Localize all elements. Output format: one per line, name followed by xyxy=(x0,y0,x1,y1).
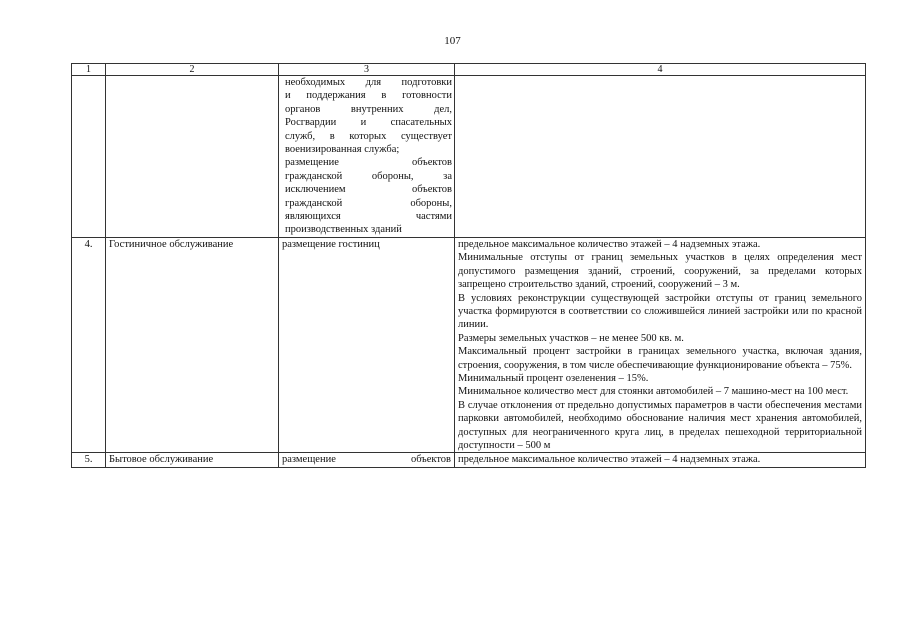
description-line xyxy=(285,156,452,169)
row-name: Бытовое обслуживание xyxy=(106,453,279,467)
description-word: существует xyxy=(400,130,452,142)
description-word: и xyxy=(285,90,291,102)
row-parameters xyxy=(455,237,866,453)
description-line xyxy=(285,170,452,183)
description-word: являющихся xyxy=(285,211,341,223)
description-line xyxy=(285,197,452,210)
parameter-paragraph: Минимальные отступы от границ земельных участков в целях определения мест допустимого размещения зданий, строений, сооружений, за пределами которых запрещено строительство зданий, строений, сооружений – 3 м. xyxy=(458,252,862,291)
row-name: Гостиничное обслуживание xyxy=(106,237,279,453)
parameter-paragraph: Максимальный процент застройки в границах земельного участка, включая здания, строения, сооружения, в том числе обеспечивающие функционирование объекта – 75%. xyxy=(458,346,862,371)
row-parameters xyxy=(455,453,866,467)
column-header-2: 2 xyxy=(106,64,279,76)
column-header-3: 3 xyxy=(279,64,455,76)
regulation-table xyxy=(71,63,866,468)
description-line: военизированная служба; xyxy=(285,144,400,156)
description-line xyxy=(285,116,452,129)
page-number: 107 xyxy=(444,35,461,47)
table-row xyxy=(72,237,866,453)
description-line xyxy=(285,210,452,223)
column-header-1: 1 xyxy=(72,64,106,76)
description-word: для xyxy=(365,77,382,88)
description-line: размещение объектов xyxy=(282,454,451,466)
description-word: дел, xyxy=(434,103,452,115)
description-line xyxy=(285,89,452,102)
description-line: производственных зданий xyxy=(285,224,402,236)
description-word: поддержания xyxy=(306,90,366,102)
description-word: необходимых xyxy=(285,77,346,88)
row-name xyxy=(106,76,279,238)
row-description xyxy=(279,76,455,238)
description-word: исключением xyxy=(285,184,346,196)
description-word: объектов xyxy=(411,157,452,169)
description-word: служб, xyxy=(285,130,316,142)
column-header-4: 4 xyxy=(455,64,866,76)
description-word: за xyxy=(443,170,452,182)
description-word: объектов xyxy=(411,184,452,196)
row-description: размещение гостиниц xyxy=(279,237,455,453)
parameter-paragraph: Минимальное количество мест для стоянки автомобилей – 7 машино-мест на 100 мест. xyxy=(458,386,849,398)
row-number: 5. xyxy=(72,453,106,467)
parameter-paragraph: В условиях реконструкции существующей застройки отступы от границ земельного участка формируются в соответствии со сложившейся линией застройки или по красной линии. xyxy=(458,292,862,331)
parameter-paragraph: предельное максимальное количество этажей – 4 надземных этажа. xyxy=(458,454,761,466)
parameter-paragraph: В случае отклонения от предельно допустимых параметров в части обеспечения местами парковки автомобилей, необходимо обоснование наличия мест хранения автомобилей, доступных для неограниченного круга лиц, в пределах пешеходной территориальной доступности – 500 м xyxy=(458,399,862,451)
description-line xyxy=(285,130,452,143)
description-word: размещение xyxy=(285,157,339,169)
description-word: внутренних xyxy=(350,103,404,115)
description-line xyxy=(285,183,452,196)
table-header-row xyxy=(72,64,866,76)
description-word: обороны, xyxy=(410,197,452,209)
description-word: спасательных xyxy=(390,117,452,129)
description-word: органов xyxy=(285,103,321,115)
row-parameters xyxy=(455,76,866,238)
row-number xyxy=(72,76,106,238)
description-word: в xyxy=(329,130,335,142)
row-number: 4. xyxy=(72,237,106,453)
table-row xyxy=(72,453,866,467)
description-word: готовности xyxy=(402,90,452,102)
description-word: и xyxy=(360,117,367,129)
parameter-paragraph: предельное максимальное количество этажей – 4 надземных этажа. xyxy=(458,238,761,250)
table-row xyxy=(72,76,866,238)
parameter-paragraph: Минимальный процент озеленения – 15%. xyxy=(458,372,649,384)
description-word: Росгвардии xyxy=(285,117,337,129)
description-word: гражданской xyxy=(285,170,343,182)
row-description xyxy=(279,453,455,467)
description-line xyxy=(285,76,452,89)
description-word: гражданской xyxy=(285,197,343,209)
description-word: обороны, xyxy=(371,170,414,182)
description-word: частями xyxy=(415,211,452,223)
description-word: в xyxy=(381,90,387,102)
description-line xyxy=(285,103,452,116)
description-word: подготовки xyxy=(401,77,452,88)
description-word: которых xyxy=(349,130,387,142)
parameter-paragraph: Размеры земельных участков – не менее 500 кв. м. xyxy=(458,332,684,344)
